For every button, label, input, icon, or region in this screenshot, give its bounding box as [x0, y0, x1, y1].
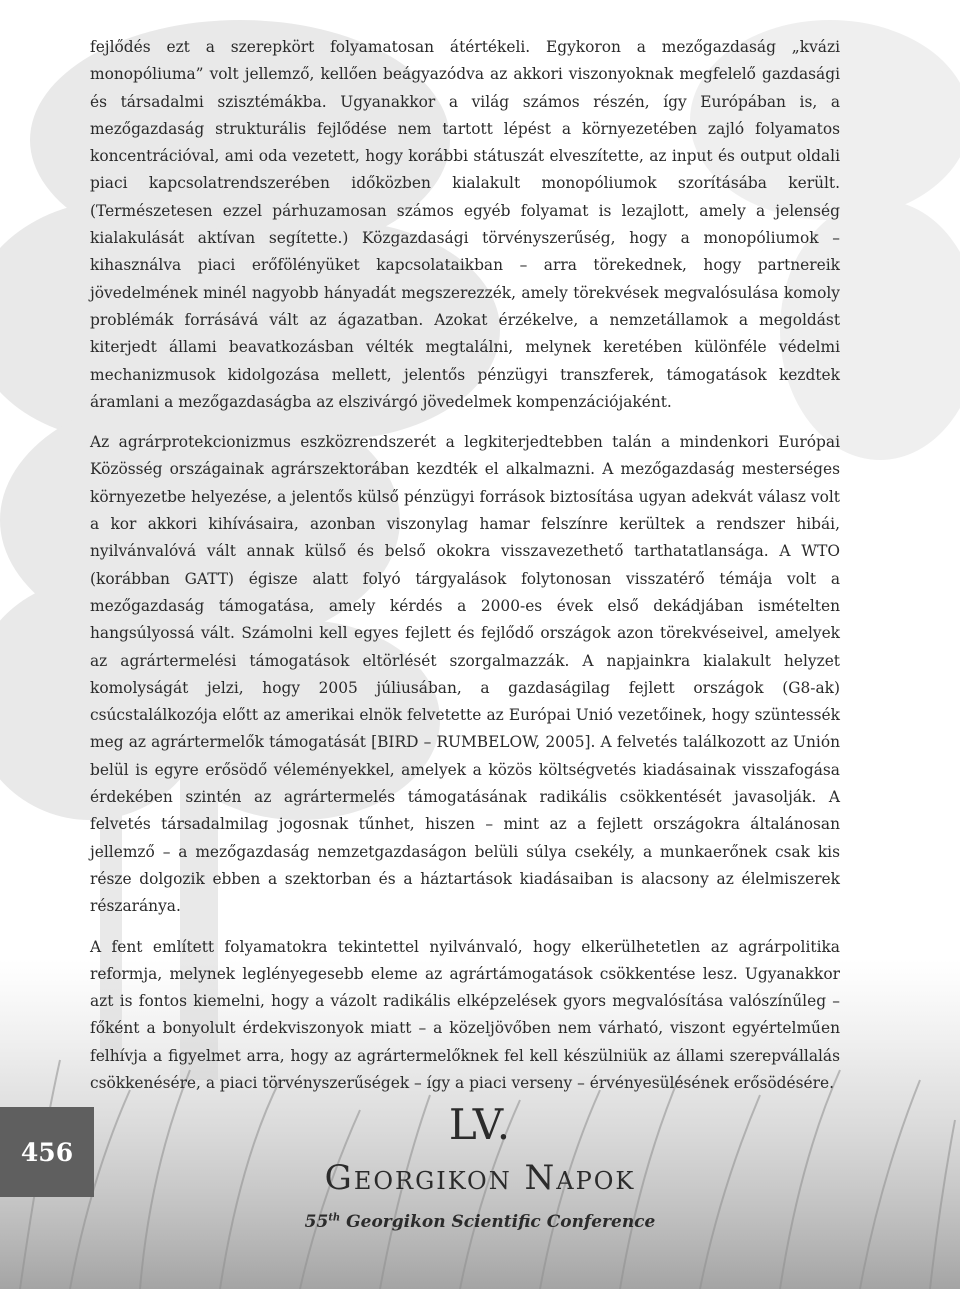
- paragraph-3: A fent említett folyamatokra tekintettel nyilvánvaló, hogy elkerülhetetlen az agrárpolitika reformja, melynek leglényegesebb eleme az agrártámogatások csökkentése lesz. Ugyanakkor azt is fontos kiemelni, hogy a vázolt radikális elképzelések gyors megvalósítása valószínűleg – főként a bonyolult érdekviszonyok miatt – a közeljövőben nem várható, viszont egyértelműen felhívja a figyelmet arra, hogy az agrártermelőknek fel kell készülniük az állami szerepvállalás csökkenésére, a piaci törvényszerűségek – így a piaci verseny – érvényesülésének erősödésére.: [90, 937, 840, 1092]
- subtitle-number: 55: [304, 1212, 329, 1232]
- subtitle-text: Georgikon Scientific Conference: [340, 1212, 656, 1232]
- page-number: 456: [20, 1137, 74, 1167]
- conference-name: Georgikon Napok: [324, 1158, 636, 1198]
- paragraph-1: fejlődés ezt a szerepkört folyamatosan átértékeli. Egykoron a mezőgazdaság „kvázi monopóliuma” volt jellemző, kellően beágyazódva az akkori viszonyoknak megfelelő gazdasági és társadalmi szisztémákba. Ugyanakkor a világ számos részén, így Európában is, a mezőgazdaság strukturális fejlődése nem tartott lépést a környezetében zajló folyamatos koncentrációval, ami oda vezetett, hogy korábbi státuszát elveszítette, az input és output oldali piaci kapcsolatrendszerében időközben kialakult monopóliumok szorításába került. (Természetesen ezzel párhuzamosan számos egyéb folyamat is lezajlott, amely a jelenség kialakulását aktívan segítette.) Közgazdasági törvényszerűség, hogy a monopóliumok – kihasználva piaci erőfölényüket kapcsolataikban – arra törekednek, hogy partnereik jövedelmének minél nagyobb hányadát megszerezzék, amely törekvések megvalósulása komoly problémák forrásává vált az ágazatban. Azokat érzékelve, a nemzetállamok a megoldást kiterjedt állami beavatkozásban vélték megtalálni, melynek keretében különféle védelmi mechanizmusok kidolgozása mellett, jelentős pénzügyi transzferek, támogatások kezdtek áramlani a mezőgazdaságba az elszivárgó jövedelmek kompenzációjaként.: [90, 38, 840, 411]
- conference-subtitle: [300, 1212, 660, 1232]
- roman-numeral: LV.: [448, 1100, 512, 1149]
- page-number-badge: [0, 1107, 94, 1197]
- paragraph-2: Az agrárprotekcionizmus eszközrendszerét a legkiterjedtebben talán a mindenkori Európai Közösség országainak agrárszektorában kezdték el alkalmazni. A mezőgazdaság mesterséges környezetbe helyezése, a jelentős külső pénzügyi források biztosítása ugyan adekvát válasz volt a kor akkori kihívásaira, azonban viszonylag hamar felszínre kerültek a rendszer hibái, nyilvánvalóvá vált annak külső és belső okokra visszavezethető tarthatatlansága. A WTO (korábban GATT) égisze alatt folyó tárgyalások folytonosan visszatérő témája volt a mezőgazdaság támogatása, amely kérdés a 2000-es évek első dekádjában ismételten hangsúlyossá vált. Számolni kell egyes fejlett és fejlődő országok azon törekvéseivel, amelyek az agrártermelési támogatások eltörlését szorgalmazzák. A napjainkra kialakult helyzet komolyságát jelzi, hogy 2005 júliusában, a gazdaságilag fejlett országok (G8-ak) csúcstalálkozója előtt az amerikai elnök felvetette az Európai Unió vezetőinek, hogy szüntessék meg az agrártermelők támogatását [BIRD – RUMBELOW, 2005]. A felvetés találkozott az Unión belül is egyre erősödő véleményekkel, amelyek a közös költségvetés kiadásainak visszafogása érdekében szintén az agrártermelés támogatásának radikális csökkentését javasolják. A felvetés társadalmilag jogosnak tűnhet, hiszen – mint az a fejlett országokra általánosan jellemző – a mezőgazdaság nemzetgazdaságon belüli súlya csekély, a munkaerőnek csak kis része dolgozik ebben a szektorban és a háztartások kiadásaiban is alacsony az élelmiszerek részaránya.: [90, 433, 840, 916]
- subtitle-ordinal: th: [328, 1212, 341, 1224]
- conference-footer: [300, 1100, 660, 1232]
- body-text: [90, 34, 840, 1110]
